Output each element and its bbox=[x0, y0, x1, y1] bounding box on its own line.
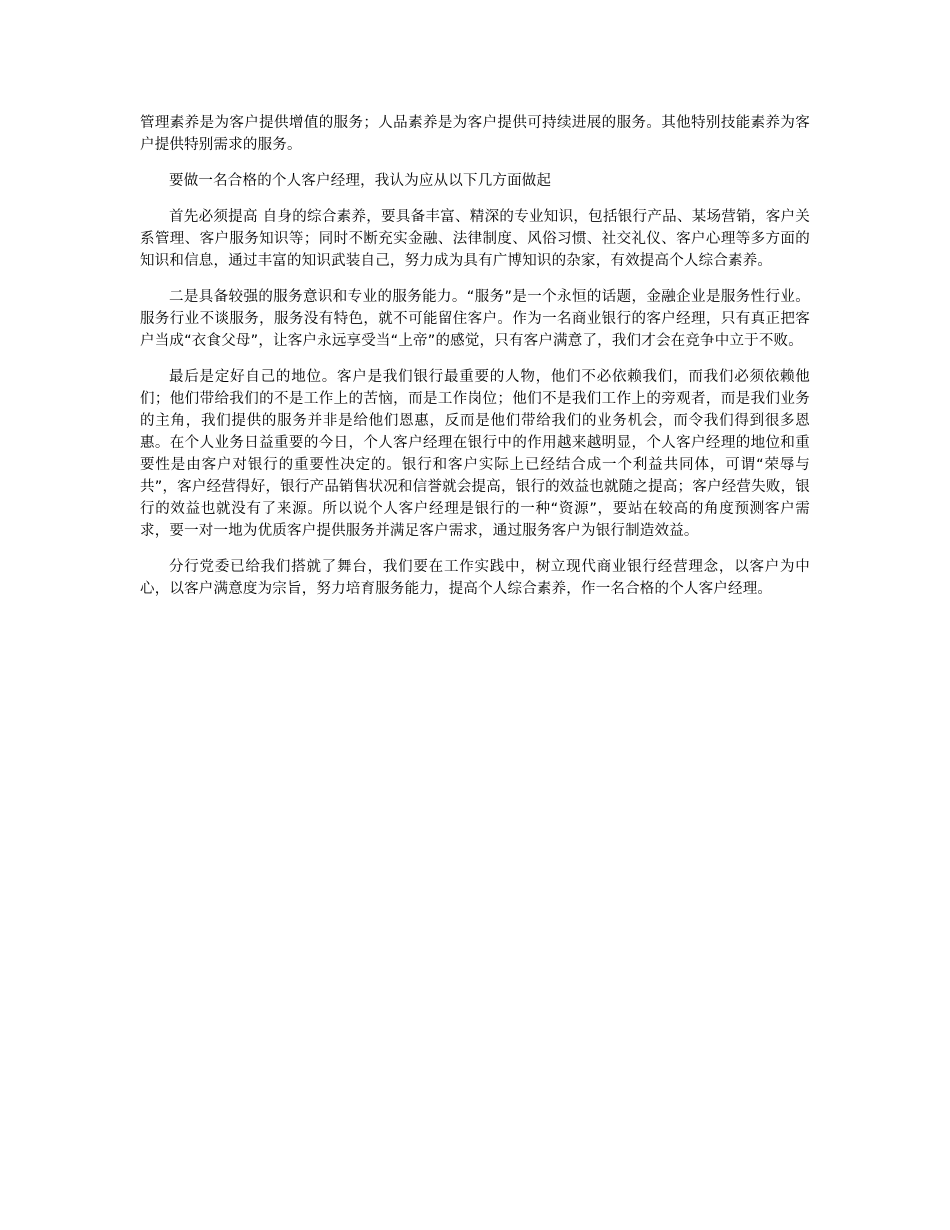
paragraph-last-point: 最后是定好自己的地位。客户是我们银行最重要的人物，他们不必依赖我们，而我们必须依赖他们；他们带给我们的不是工作上的苦恼，而是工作岗位；他们不是我们工作上的旁观者，而是我们业务的主角，我们提供的服务并非是给他们恩惠，反而是他们带给我们的业务机会，而令我们得到很多恩惠。在个人业务日益重要的今日，个人客户经理在银行中的作用越来越明显，个人客户经理的地位和重要性是由客户对银行的重要性决定的。银行和客户实际上已经结合成一个利益共同体，可谓“荣辱与共”，客户经营得好，银行产品销售状况和信誉就会提高，银行的效益也就随之提高；客户经营失败，银行的效益也就没有了来源。所以说个人客户经理是银行的一种“资源”，要站在较高的角度预测客户需求，要一对一地为优质客户提供服务并满足客户需求，通过服务客户为银行制造效益。 bbox=[140, 369, 810, 539]
paragraph-conclusion: 分行党委已给我们搭就了舞台，我们要在工作实践中，树立现代商业银行经营理念，以客户为中心，以客户满意度为宗旨，努力培育服务能力，提高个人综合素养，作一名合格的个人客户经理。 bbox=[140, 559, 810, 597]
paragraph-first-point: 首先必须提高 自身的综合素养，要具备丰富、精深的专业知识，包括银行产品、某场营销，客户关系管理、客户服务知识等；同时不断充实金融、法律制度、风俗习惯、社交礼仪、客户心理等多方面的知识和信息，通过丰富的知识武装自己，努力成为具有广博知识的杂家，有效提高个人综合素养。 bbox=[140, 209, 810, 269]
paragraph-second-point: 二是具备较强的服务意识和专业的服务能力。“服务”是一个永恒的话题，金融企业是服务性行业。服务行业不谈服务，服务没有特色，就不可能留住客户。作为一名商业银行的客户经理，只有真正把客户当成“衣食父母”，让客户永远享受当“上帝”的感觉，只有客户满意了，我们才会在竞争中立于不败。 bbox=[140, 289, 810, 349]
paragraph-continuation: 管理素养是为客户提供增值的服务；人品素养是为客户提供可持续进展的服务。其他特别技能素养为客户提供特别需求的服务。 bbox=[140, 115, 810, 153]
document-body bbox=[140, 112, 810, 614]
paragraph-intro: 要做一名合格的个人客户经理，我认为应从以下几方面做起 bbox=[169, 173, 552, 189]
